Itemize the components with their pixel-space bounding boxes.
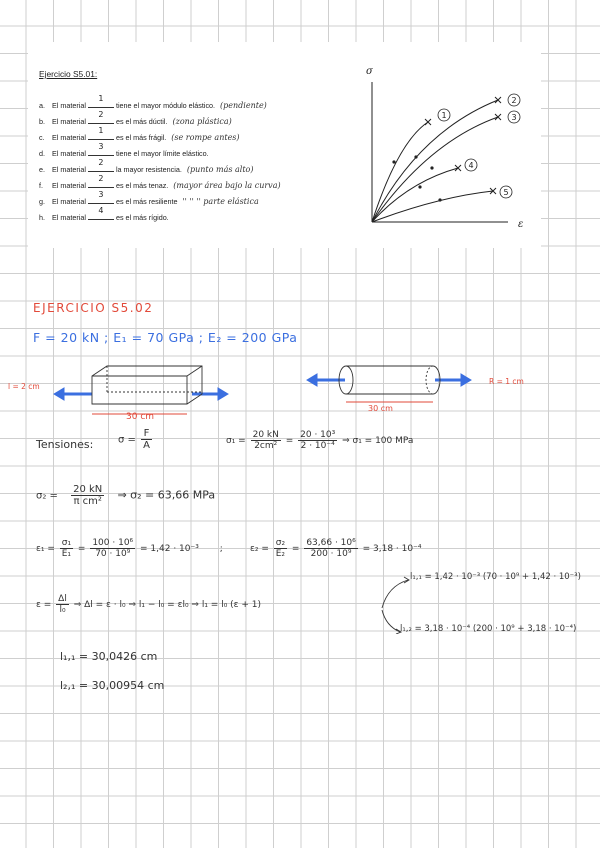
statement-row xyxy=(39,142,214,158)
statement-row xyxy=(39,126,240,142)
branch-l12: l₁,₂ = 3,18 · 10⁻⁴ (200 · 10⁹ + 3,18 · 10⁻⁴) xyxy=(400,624,577,634)
curve-label-2: 2 xyxy=(511,96,517,105)
row-note: (zona plástica) xyxy=(172,117,232,126)
exercise-s501-panel xyxy=(28,42,541,248)
curve-5 xyxy=(372,191,493,222)
answer-value: 2 xyxy=(98,110,104,119)
answer-value: 1 xyxy=(98,94,104,103)
curve-3 xyxy=(372,117,498,222)
exercise2-givens: F = 20 kN ; E₁ = 70 GPa ; E₂ = 200 GPa xyxy=(33,330,298,345)
answer-value: 2 xyxy=(98,174,104,183)
row-letter: h. xyxy=(39,213,45,222)
curve-label-4: 4 xyxy=(468,161,474,170)
row-prefix: El material xyxy=(52,117,86,126)
answer-value: 4 xyxy=(98,206,104,215)
statement-row xyxy=(39,190,259,206)
result-l11: l₁,₁ = 30,0426 cm xyxy=(60,650,158,663)
answer-value: 3 xyxy=(98,142,104,151)
epsilon2-equation: ε₂ = $\frac{\text{σ₂}}{\text{E₂}}$ = $\frac{\text{63,66 · 10⁶}}{\text{200 · 10⁹}}$ = 3,18 · 10⁻⁴ xyxy=(250,538,422,559)
statement-row xyxy=(39,206,174,222)
sigma-definition: σ = $\frac{F}{A}$ xyxy=(118,428,150,451)
answer-blank xyxy=(88,110,114,124)
deformation-chain: ε = $\frac{\Delta l}{\text{l₀}}$ ⇒ Δl = ε · l₀ ⇒ l₁ − l₀ = εl₀ ⇒ l₁ = l₀ (ε + 1) xyxy=(36,594,262,615)
cylinder-length-label: 30 cm xyxy=(368,404,393,413)
row-letter: c. xyxy=(39,133,45,142)
curve-label-5: 5 xyxy=(503,188,509,197)
row-prefix: El material xyxy=(52,101,86,110)
row-note: (punto más alto) xyxy=(186,165,254,174)
answer-value: 3 xyxy=(98,190,104,199)
statement-row xyxy=(39,110,232,126)
curve-label-1: 1 xyxy=(441,111,447,120)
row-prefix: El material xyxy=(52,133,86,142)
row-prefix: El material xyxy=(52,149,86,158)
row-text: es el más dúctil. xyxy=(115,117,168,126)
row-note: '' '' '' parte elástica xyxy=(182,197,259,206)
row-letter: a. xyxy=(39,101,45,110)
statement-row xyxy=(39,94,267,110)
sigma1-equation: σ₁ = $\frac{20 kN}{\text{2cm²}}$ = $\frac{\text{20 · 10³}}{\text{2 · 10⁻⁴}}$ ⇒ σ₁ = 100 MPa xyxy=(226,430,414,451)
stress-strain-graph xyxy=(358,62,538,237)
row-text: tiene el mayor módulo elástico. xyxy=(115,101,216,110)
answer-blank xyxy=(88,158,114,172)
row-text: es el más frágil. xyxy=(115,133,167,142)
answer-blank xyxy=(88,142,114,156)
sigma-axis-label: σ xyxy=(366,66,373,77)
sigma2-equation: σ₂ = $\frac{20 kN}{\text{π cm²}}$ ⇒ σ₂ = 63,66 MPa xyxy=(36,484,216,507)
answer-value: 1 xyxy=(98,126,104,135)
bar-length-label: 30 cm xyxy=(126,412,155,422)
row-letter: d. xyxy=(39,149,45,158)
row-prefix: El material xyxy=(52,213,86,222)
row-letter: f. xyxy=(39,181,43,190)
row-note: (pendiente) xyxy=(220,101,267,110)
branch-l11: l₁,₁ = 1,42 · 10⁻³ (70 · 10⁹ + 1,42 · 10⁻³) xyxy=(410,572,581,582)
answer-blank xyxy=(88,94,114,108)
row-text: es el más rígido. xyxy=(115,213,169,222)
epsilon-axis-label: ε xyxy=(518,219,524,230)
statement-row xyxy=(39,174,281,190)
curve-4 xyxy=(372,168,458,222)
row-prefix: El material xyxy=(52,165,86,174)
row-text: es el más tenaz. xyxy=(115,181,169,190)
row-prefix: El material xyxy=(52,181,86,190)
exercise2-heading: EJERCICIO S5.02 xyxy=(33,301,154,315)
cylinder-figure xyxy=(305,362,475,406)
row-prefix: El material xyxy=(52,197,86,206)
answer-blank xyxy=(88,126,114,140)
exercise1-title: Ejercicio S5.01: xyxy=(39,69,98,79)
answer-blank xyxy=(88,206,114,220)
bar-side-label: l = 2 cm xyxy=(8,382,40,391)
row-letter: b. xyxy=(39,117,45,126)
row-text: es el más resiliente xyxy=(115,197,178,206)
result-l21: l₂,₁ = 30,00954 cm xyxy=(60,679,165,692)
statement-row xyxy=(39,158,254,174)
row-note: (se rompe antes) xyxy=(171,133,240,142)
answer-blank xyxy=(88,174,114,188)
row-letter: g. xyxy=(39,197,45,206)
cylinder-radius-label: R = 1 cm xyxy=(489,377,524,386)
curve-label-3: 3 xyxy=(511,113,517,122)
answer-blank xyxy=(88,190,114,204)
row-text: tiene el mayor límite elástico. xyxy=(115,149,209,158)
epsilon1-equation: ε₁ = $\frac{\text{σ₁}}{\text{E₁}}$ = $\frac{\text{100 · 10⁶}}{\text{70 · 10⁹}}$ = 1,42 · 10⁻³ ; xyxy=(36,538,223,559)
tensiones-label: Tensiones: xyxy=(36,438,94,451)
row-text: la mayor resistencia. xyxy=(115,165,182,174)
answer-value: 2 xyxy=(98,158,104,167)
row-letter: e. xyxy=(39,165,45,174)
row-note: (mayor área bajo la curva) xyxy=(173,181,281,190)
